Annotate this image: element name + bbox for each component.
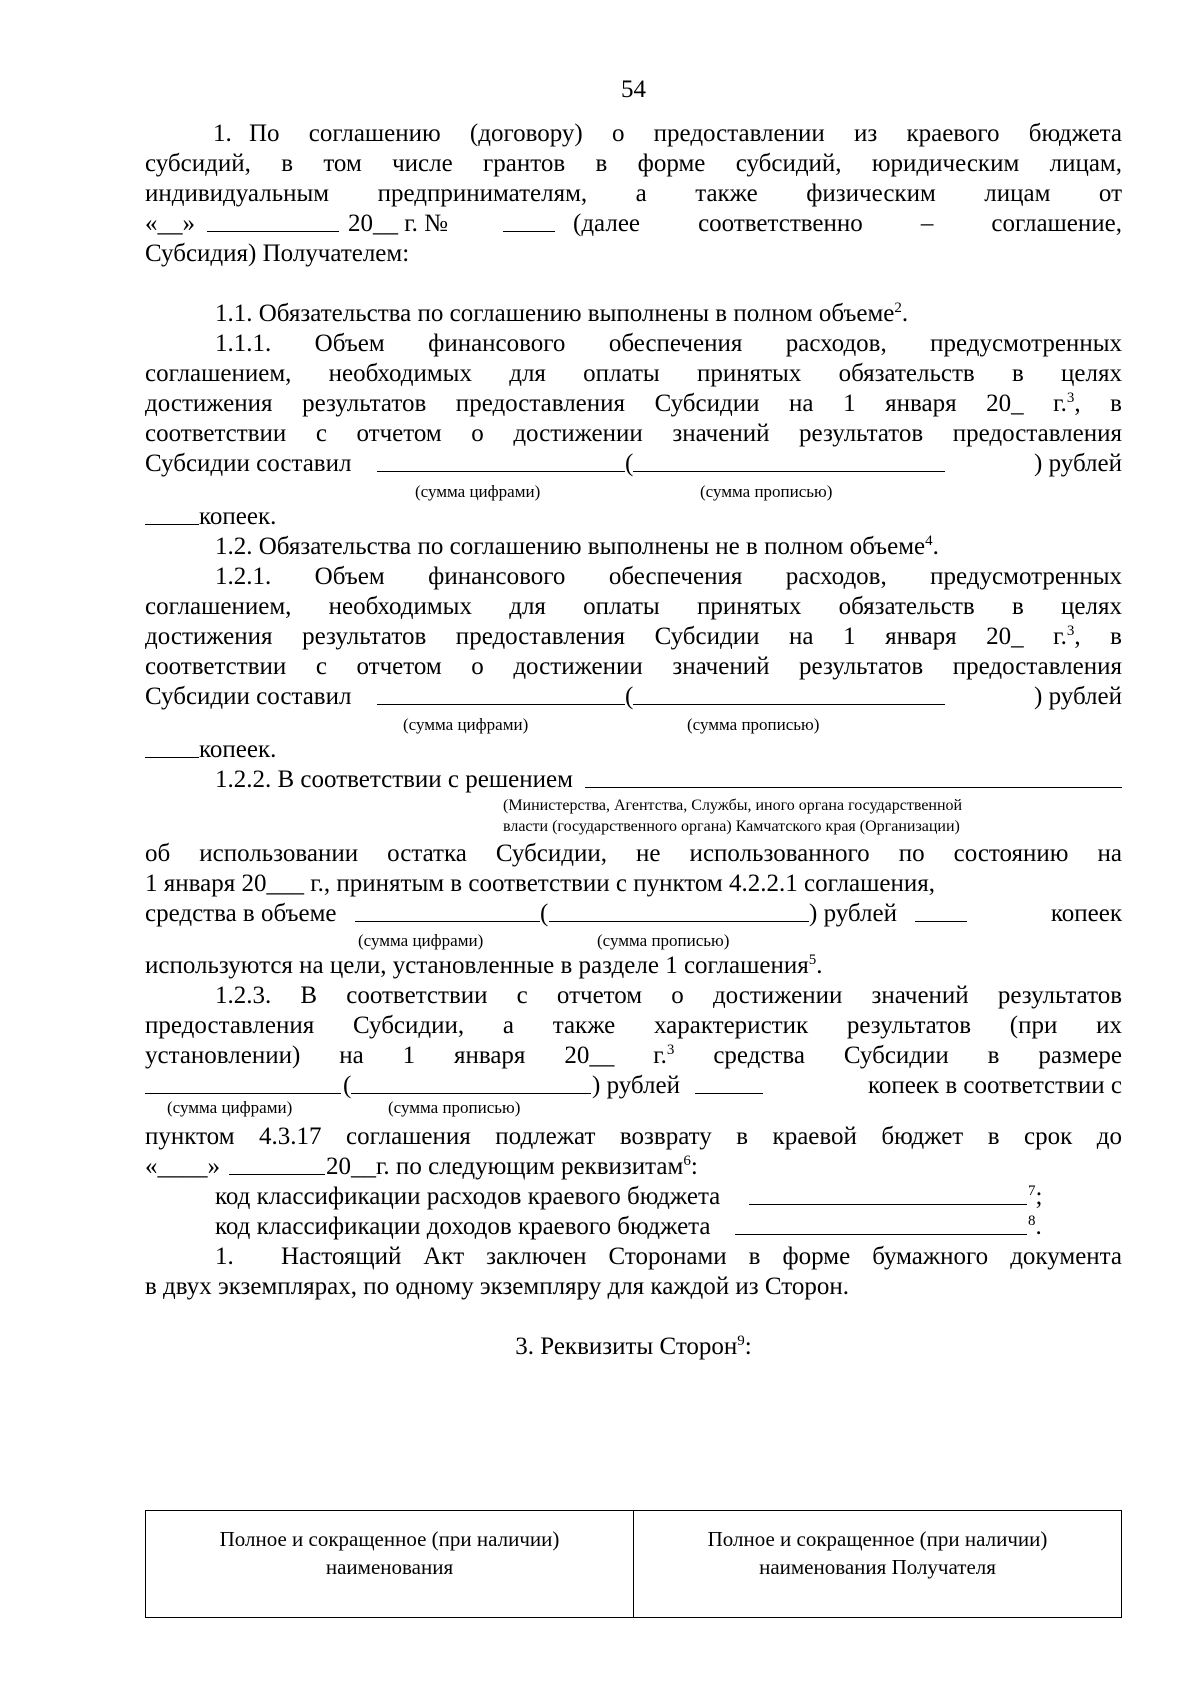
kopeck-blank — [915, 897, 967, 922]
number-blank — [503, 207, 555, 232]
expense-code-line: код классификации расходов краевого бюджета $^7$; — [145, 1180, 1122, 1213]
para-1-line-2: субсидий, в том числе грантов в форме субсидий, юридическим лицам, — [145, 150, 1122, 177]
para-1-2: 1.2. Обязательства по соглашению выполнены не в полном объеме$^4$. — [215, 533, 939, 560]
para-1-1-1-line-2: соглашением, необходимых для оплаты принятых обязательств в целях — [145, 360, 1122, 387]
para-1-2-3-line-4: ( ) рублей копеек в соответствии с — [145, 1069, 1122, 1102]
caption-sum-words: (сумма прописью) — [687, 715, 820, 734]
requisites-table — [145, 1510, 1122, 1618]
para-1-2-2-line-1: 1.2.2. В соответствии с решением — [145, 763, 1122, 796]
para-1-2-3-line-1: 1.2.3. В соответствии с отчетом о достижении значений результатов — [215, 982, 1122, 1009]
kopeck-blank — [695, 1069, 763, 1094]
para-1-line-4: «__» 20__ г. № (далее соответственно – соглашение, — [145, 207, 1122, 240]
sum-digits-blank — [377, 447, 625, 472]
caption-sum-digits: (сумма цифрами) — [167, 1098, 293, 1117]
page-number: 54 — [621, 76, 646, 103]
income-code-blank — [735, 1210, 1027, 1235]
income-code-line: код классификации доходов краевого бюджета $^8$. — [145, 1210, 1122, 1243]
para-1-2-1-line-1: 1.2.1. Объем финансового обеспечения расходов, предусмотренных — [215, 563, 1122, 590]
para-1-2-1-line-6: копеек. — [145, 733, 1122, 766]
para-1-2-1-line-2: соглашением, необходимых для оплаты принятых обязательств в целях — [145, 593, 1122, 620]
caption-org-line-2: власти (государственного органа) Камчатского края (Организации) — [503, 818, 960, 835]
table-row — [146, 1511, 1122, 1618]
sum-words-blank — [633, 680, 945, 705]
para-1-2-1-line-4: соответствии с отчетом о достижении значений результатов предоставления — [145, 653, 1122, 680]
para-1-line-3: индивидуальным предпринимателям, а также физическим лицам от — [145, 180, 1122, 207]
caption-sum-digits: (сумма цифрами) — [358, 931, 484, 950]
date-month-blank — [207, 207, 339, 232]
para-1-2-1-line-3: достижения результатов предоставления Субсидии на 1 января 20_ г.$^3$, в — [145, 623, 1122, 650]
para-1-2-2-line-5: используются на цели, установленные в разделе 1 соглашения$^5$. — [145, 952, 823, 979]
para-1-2-3-line-3: установлении) на 1 января 20__ г.$^3$ средства Субсидии в размере — [145, 1042, 1123, 1069]
para-1-2-3-line-6: «____» 20__г. по следующим реквизитам$^6$: — [145, 1150, 1122, 1183]
para-1-1-1-line-3: достижения результатов предоставления Субсидии на 1 января 20_ г.$^3$, в — [145, 390, 1122, 417]
caption-sum-words: (сумма прописью) — [388, 1098, 521, 1117]
sum-digits-blank — [355, 897, 540, 922]
para-1-2-3-line-5: пунктом 4.3.17 соглашения подлежат возврату в краевой бюджет в срок до — [145, 1123, 1122, 1150]
para-1-2-2-line-2: об использовании остатка Субсидии, не использованного по состоянию на — [145, 840, 1122, 867]
sum-words-blank — [633, 447, 945, 472]
para-final-line-1: 1. Настоящий Акт заключен Сторонами в форме бумажного документа — [215, 1243, 1122, 1270]
para-1-2-2-line-3: 1 января 20___ г., принятым в соответствии с пунктом 4.2.2.1 соглашения, — [145, 870, 935, 897]
date-month-blank — [229, 1150, 325, 1175]
para-1-2-1-line-5: Субсидии составил ( ) рублей — [145, 680, 1122, 713]
para-1-1-1-line-4: соответствии с отчетом о достижении значений результатов предоставления — [145, 420, 1122, 447]
para-1-1-1-line-1: 1.1.1. Объем финансового обеспечения расходов, предусмотренных — [215, 330, 1122, 357]
para-1-1-1-line-5: Субсидии составил ( ) рублей — [145, 447, 1122, 480]
para-1-2-3-line-2: предоставления Субсидии, а также характеристик результатов (при их — [145, 1012, 1122, 1039]
para-1-1-1-line-6: копеек. — [145, 500, 1122, 533]
table-cell-right: Полное и сокращенное (при наличии) наименования Получателя — [634, 1511, 1122, 1618]
caption-org-line-1: (Министерства, Агентства, Службы, иного органа государственной — [503, 797, 963, 814]
expense-code-blank — [749, 1180, 1027, 1205]
kopeck-blank — [145, 733, 199, 758]
caption-sum-digits: (сумма цифрами) — [415, 482, 541, 501]
sum-digits-blank — [145, 1069, 341, 1094]
para-final-line-2: в двух экземплярах, по одному экземпляру для каждой из Сторон. — [145, 1273, 849, 1300]
sum-words-blank — [351, 1069, 591, 1094]
caption-sum-words: (сумма прописью) — [597, 931, 730, 950]
caption-sum-words: (сумма прописью) — [700, 482, 833, 501]
para-1-line-1: 1. По соглашению (договору) о предоставлении из краевого бюджета — [213, 120, 1122, 147]
para-1-2-2-line-4: средства в объеме ( ) рублей копеек — [145, 897, 1122, 930]
document-page — [145, 0, 1122, 1697]
section-3-heading: 3. Реквизиты Сторон$^9$: — [515, 1333, 752, 1360]
sum-words-blank — [549, 897, 809, 922]
para-1-line-5: Субсидия) Получателем: — [145, 240, 410, 267]
kopeck-blank — [145, 500, 199, 525]
sum-digits-blank — [377, 680, 625, 705]
para-1-1: 1.1. Обязательства по соглашению выполнены в полном объеме$^2$. — [215, 300, 909, 327]
decision-blank — [585, 763, 1122, 788]
table-cell-left: Полное и сокращенное (при наличии) наименования — [146, 1511, 634, 1618]
caption-sum-digits: (сумма цифрами) — [403, 715, 529, 734]
